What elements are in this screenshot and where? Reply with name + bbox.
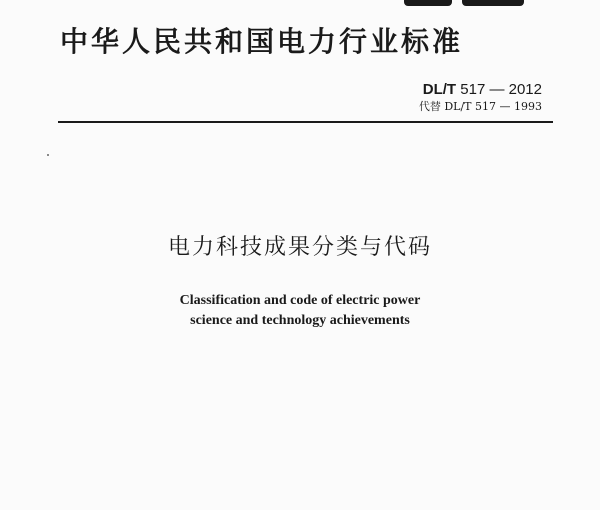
scan-speck xyxy=(47,154,49,156)
logo-glyph-right xyxy=(462,0,524,6)
logo-glyph-left xyxy=(404,0,452,6)
organization-title: 中华人民共和国电力行业标准 xyxy=(60,25,464,58)
english-title-line-2: science and technology achievements xyxy=(190,313,410,328)
standard-prefix: DL/T xyxy=(422,81,457,98)
english-title-line-1: Classification and code of electric power xyxy=(179,293,421,308)
replaces-standard: 代替 DL/T 517 — 1993 xyxy=(418,100,542,113)
document-title-chinese: 电力科技成果分类与代码 xyxy=(167,235,432,260)
header-divider xyxy=(58,121,553,123)
standard-logo-fragment xyxy=(404,0,546,6)
standard-number-value: 517 — 2012 xyxy=(460,81,542,98)
document-title-english xyxy=(0,291,600,331)
standard-number xyxy=(423,81,542,99)
